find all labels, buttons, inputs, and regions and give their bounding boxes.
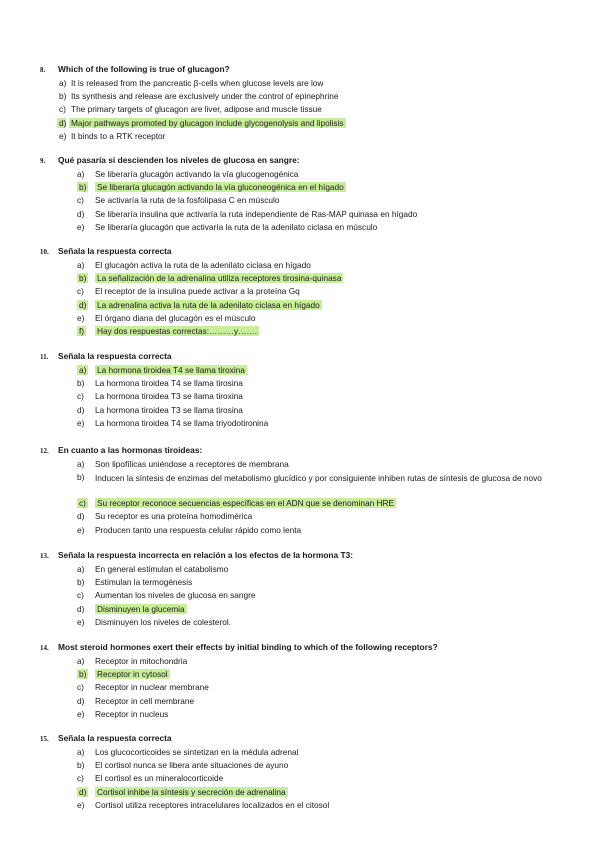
option-text: El receptor de la insulina puede activar a la proteína Gq xyxy=(95,286,300,297)
option-label: e) xyxy=(77,799,85,810)
option-label: e) xyxy=(77,708,85,719)
option-label: e) xyxy=(77,524,85,535)
option-label: d) xyxy=(79,786,87,797)
option-e[interactable] xyxy=(0,131,600,144)
question-10 xyxy=(0,246,600,339)
option-e[interactable] xyxy=(0,222,600,235)
option-label: d) xyxy=(77,404,85,415)
option-label: a) xyxy=(79,365,87,375)
option-text: The primary targets of glucagon are liver, adipose and muscle tissue xyxy=(71,104,322,115)
question-11 xyxy=(0,351,600,431)
option-text: Son lipofílicas uniéndose a receptores de membrana xyxy=(95,459,289,469)
option-text: La hormona tiroidea T4 se llama triyodotironina xyxy=(95,417,269,428)
option-label: b) xyxy=(79,182,87,193)
option-text: Disminuyen los niveles de colesterol. xyxy=(95,616,232,627)
option-b[interactable] xyxy=(0,378,600,391)
option-d[interactable] xyxy=(0,405,600,418)
option-b-highlighted[interactable] xyxy=(0,669,600,682)
option-label: b) xyxy=(79,273,87,284)
option-label: c) xyxy=(77,773,84,784)
option-label: a) xyxy=(77,260,85,270)
option-text: Aumentan los niveles de glucosa en sangre xyxy=(95,590,256,601)
question-12 xyxy=(0,445,600,538)
question-number: 12. xyxy=(40,447,49,455)
option-label: b) xyxy=(77,577,85,588)
question-text: En cuanto a las hormonas tiroideas: xyxy=(58,445,203,455)
option-text: La adrenalina activa la ruta de la adenilato ciclasa en hígado xyxy=(97,299,320,310)
option-a[interactable] xyxy=(0,656,600,669)
question-13 xyxy=(0,550,600,630)
question-number: 11. xyxy=(40,353,49,361)
option-text: Hay dos respuestas correctas:………y……. xyxy=(97,325,257,336)
option-label: b) xyxy=(77,378,85,389)
option-label: b) xyxy=(79,669,87,680)
option-a[interactable] xyxy=(0,459,600,472)
option-b[interactable] xyxy=(0,577,600,590)
option-label: a) xyxy=(77,169,85,179)
option-label: c) xyxy=(77,682,84,693)
option-text: Estimulan la termogénesis xyxy=(95,577,193,588)
option-label: e) xyxy=(77,417,85,428)
option-text: La señalización de la adrenalina utiliza receptores tirosina-quinasa xyxy=(97,273,342,284)
option-label: c) xyxy=(77,286,84,297)
option-text: Se liberaría glucagón que activaría la ruta de la adenilato ciclasa en músculo xyxy=(95,221,378,232)
question-text: Which of the following is true of glucagon? xyxy=(58,64,230,74)
option-c[interactable] xyxy=(0,286,600,299)
question-number: 8. xyxy=(40,66,46,74)
option-text: La hormona tiroidea T4 se llama tirosina xyxy=(95,378,243,389)
option-b-highlighted[interactable] xyxy=(0,182,600,195)
option-text: La hormona tiroidea T3 se llama tirosina xyxy=(95,404,243,415)
option-d-highlighted[interactable] xyxy=(0,300,600,313)
question-text: Most steroid hormones exert their effects by initial binding to which of the following receptors? xyxy=(58,642,438,652)
option-text: Cortisol utiliza receptores intracelulares localizados en el citosol xyxy=(95,799,330,810)
option-d-highlighted[interactable] xyxy=(0,787,600,800)
option-text: El glucagón activa la ruta de la adenilato ciclasa en hígado xyxy=(95,260,311,270)
option-d[interactable] xyxy=(0,696,600,709)
question-number: 15. xyxy=(40,735,49,743)
option-label: d) xyxy=(59,117,67,128)
option-d[interactable] xyxy=(0,511,600,524)
option-label: a) xyxy=(59,78,67,88)
option-label: c) xyxy=(79,498,86,509)
option-text: Se liberaría glucagón activando la vía glucogenogénica xyxy=(95,169,299,179)
option-c[interactable] xyxy=(0,195,600,208)
question-8 xyxy=(0,64,600,144)
option-a[interactable] xyxy=(0,747,600,760)
question-14 xyxy=(0,642,600,722)
option-text: Receptor in mitochondria xyxy=(95,656,188,666)
option-text: Receptor in nucleus xyxy=(95,708,169,719)
option-label: b) xyxy=(77,472,85,483)
option-label: d) xyxy=(77,603,85,614)
option-e[interactable] xyxy=(0,313,600,326)
option-label: d) xyxy=(77,208,85,219)
option-d-highlighted[interactable] xyxy=(0,604,600,617)
option-text: Se liberaría glucagón activando la vía gluconeogénica en el hígado xyxy=(97,182,344,193)
option-label: a) xyxy=(77,564,85,574)
option-a[interactable] xyxy=(0,78,600,91)
option-text: Receptor in cell membrane xyxy=(95,695,195,706)
option-f-highlighted[interactable] xyxy=(0,326,600,339)
option-a[interactable] xyxy=(0,564,600,577)
option-d-highlighted[interactable] xyxy=(0,118,600,131)
option-label: f) xyxy=(79,325,85,336)
option-e[interactable] xyxy=(0,418,600,431)
option-c-highlighted[interactable] xyxy=(0,498,600,511)
option-c[interactable] xyxy=(0,773,600,786)
option-label: a) xyxy=(77,656,85,666)
question-15 xyxy=(0,733,600,813)
option-label: b) xyxy=(77,760,85,771)
option-c[interactable] xyxy=(0,590,600,603)
question-text: Señala la respuesta correcta xyxy=(58,351,172,361)
option-e[interactable] xyxy=(0,709,600,722)
option-text: El cortisol es un mineralocorticoide xyxy=(95,773,224,784)
question-number: 9. xyxy=(40,157,46,165)
question-number: 10. xyxy=(40,248,49,256)
question-9 xyxy=(0,155,600,235)
option-text: Inducen la síntesis de enzimas del metabolismo glucídico y por consiguiente inhiben rutas de síntesis de glucosa de novo xyxy=(95,473,542,484)
option-text: Receptor in nuclear membrane xyxy=(95,682,209,693)
option-label: e) xyxy=(77,616,85,627)
option-text: It binds to a RTK receptor xyxy=(71,130,166,141)
option-label: d) xyxy=(77,695,85,706)
question-text: Señala la respuesta correcta xyxy=(58,246,172,256)
option-b[interactable] xyxy=(0,472,600,498)
option-d[interactable] xyxy=(0,209,600,222)
option-label: e) xyxy=(77,312,85,323)
option-e[interactable] xyxy=(0,617,600,630)
option-text: It is released from the pancreatic β-cells when glucose levels are low xyxy=(71,78,324,88)
option-text: Su receptor reconoce secuencias específicas en el ADN que se denominan HRE xyxy=(97,498,395,509)
option-label: e) xyxy=(77,221,85,232)
option-label: d) xyxy=(77,511,85,522)
option-e[interactable] xyxy=(0,525,600,538)
option-c[interactable] xyxy=(0,104,600,117)
option-text: Disminuyen la glucemia xyxy=(97,603,185,614)
question-text: Señala la respuesta incorrecta en relación a los efectos de la hormona T3: xyxy=(58,550,354,560)
option-label: d) xyxy=(79,299,87,310)
option-label: b) xyxy=(59,91,67,102)
question-text: Señala la respuesta correcta xyxy=(58,733,172,743)
option-label: c) xyxy=(77,195,84,206)
option-label: c) xyxy=(59,104,66,115)
option-text: Cortisol inhibe la síntesis y secreción de adrenalina xyxy=(97,786,286,797)
question-text: Qué pasaría si descienden los niveles de glucosa en sangre: xyxy=(58,155,300,165)
option-a[interactable] xyxy=(0,169,600,182)
question-number: 14. xyxy=(40,644,49,652)
option-text: Su receptor es una proteína homodimérica xyxy=(95,511,253,522)
option-text: Receptor in cytosol xyxy=(97,669,168,680)
option-text: La hormona tiroidea T4 se llama tiroxina xyxy=(97,365,245,375)
option-label: c) xyxy=(77,391,84,402)
option-text: Major pathways promoted by glucagon include glycogenolysis and lipolisis xyxy=(71,117,344,128)
option-b[interactable] xyxy=(0,760,600,773)
option-text: El órgano diana del glucagón es el músculo xyxy=(95,312,256,323)
option-label: a) xyxy=(77,747,85,757)
option-b[interactable] xyxy=(0,91,600,104)
option-a[interactable] xyxy=(0,260,600,273)
question-number: 13. xyxy=(40,552,49,560)
option-label: e) xyxy=(59,130,67,141)
option-b-highlighted[interactable] xyxy=(0,273,600,286)
option-text: Se liberaría insulina que activaría la ruta independiente de Ras-MAP quinasa en hígado xyxy=(95,208,418,219)
option-text: Its synthesis and release are exclusively under the control of epinephrine xyxy=(71,91,339,102)
option-c[interactable] xyxy=(0,391,600,404)
option-a-highlighted[interactable] xyxy=(0,365,600,378)
option-label: a) xyxy=(77,459,85,469)
option-text: En general estimulan el catabolismo xyxy=(95,564,229,574)
option-text: La hormona tiroidea T3 se llama tiroxina xyxy=(95,391,243,402)
option-text: Los glucocorticoides se sintetizan en la médula adrenal xyxy=(95,747,299,757)
option-text: Se activaría la ruta de la fosfolipasa C en músculo xyxy=(95,195,280,206)
option-label: c) xyxy=(77,590,84,601)
option-text: El cortisol nunca se libera ante situaciones de ayuno xyxy=(95,760,289,771)
option-text: Producen tanto una respuesta celular rápido como lenta xyxy=(95,524,302,535)
option-e[interactable] xyxy=(0,800,600,813)
option-c[interactable] xyxy=(0,682,600,695)
